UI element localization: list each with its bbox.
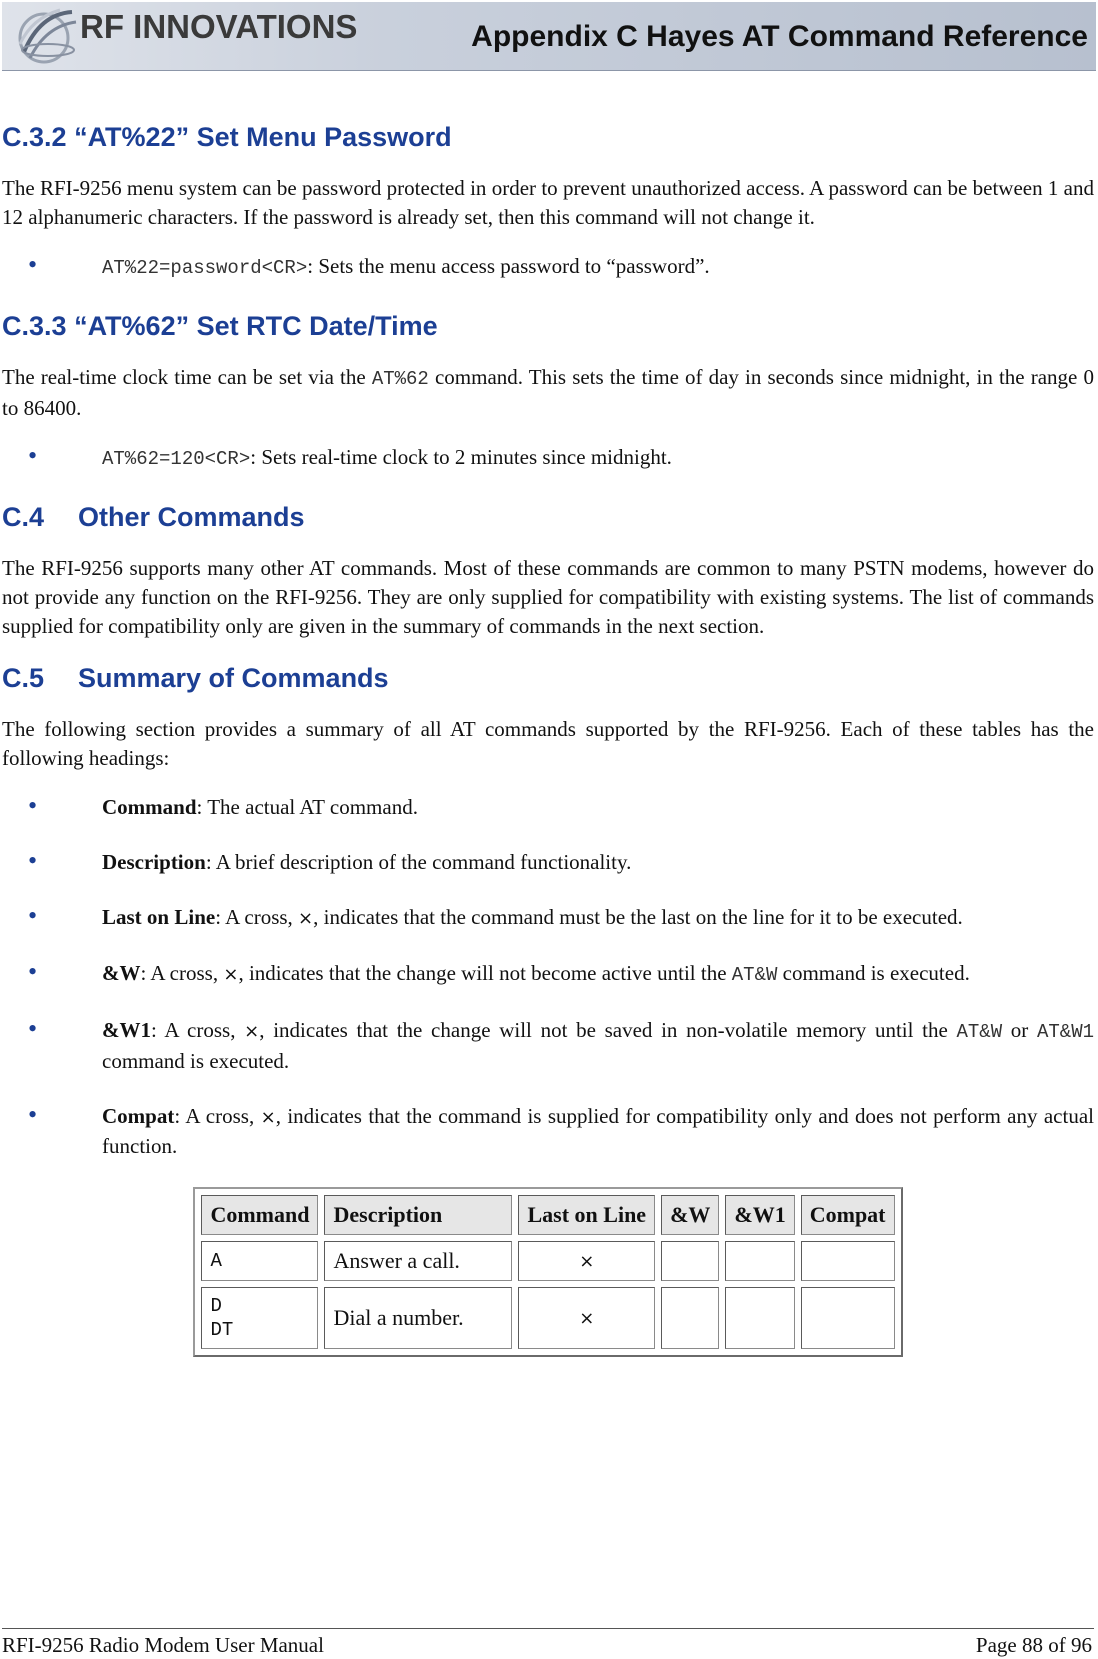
column-header: &W1 [725,1195,794,1235]
paragraph: The RFI-9256 menu system can be password protected in order to prevent unauthorized access. A password can be between 1 and 12 alphanumeric characters. If the password is already set, then this command will not change it. [2,176,1094,229]
column-header: &W [661,1195,719,1235]
bullet-icon: • [28,441,38,470]
bullet-icon: • [28,1014,38,1043]
description-cell: Dial a number. [324,1287,512,1349]
bullet-list [2,252,1094,283]
table-header-row [201,1195,894,1235]
cross-icon: × [244,1021,260,1042]
list-item: • AT%22=password<CR>: Sets the menu access password to “password”. [28,250,710,279]
column-header: Compat [801,1195,895,1235]
bullet-icon: • [28,791,38,820]
page-header [2,2,1096,71]
logo-text: RF INNOVATIONS [80,8,358,45]
list-item: • Last on Line: A cross, ×, indicates that the command must be the last on the line for it to be executed. [28,901,963,930]
paragraph: The RFI-9256 supports many other AT commands. Most of these commands are common to many PSTN modems, however do not provide any function on the RFI-9256. They are only supplied for compatibility with existing systems. The list of commands supplied for compatibility only are given in the summary of commands in the next section. [2,556,1094,638]
table-row [201,1287,894,1349]
table-row [201,1241,894,1281]
bullet-icon: • [28,957,38,986]
paragraph: The following section provides a summary of all AT commands supported by the RFI-9256. Each of these tables has the following headings: [2,717,1094,770]
bullet-icon: • [28,846,38,875]
list-item: • AT%62=120<CR>: Sets real-time clock to 2 minutes since midnight. [28,441,672,470]
list-item: • Description: A brief description of the command functionality. [28,846,632,875]
paragraph: The real-time clock time can be set via the AT%62 command. This sets the time of day in seconds since midnight, in the range 0 to 86400. [2,365,1094,420]
column-header: Description [324,1195,512,1235]
page-content [2,120,1094,1357]
column-header: Command [201,1195,318,1235]
list-item: • &W: A cross, ×, indicates that the change will not become active until the AT&W command is executed. [28,957,970,986]
section-heading-c-3-2: C.3.2 “AT%22” Set Menu Password [2,122,452,152]
cross-icon: × [518,1241,655,1281]
compat-cell [801,1287,895,1349]
compat-cell [801,1241,895,1281]
cross-icon: × [223,964,239,985]
list-item: • Command: The actual AT command. [28,791,418,820]
list-item: • &W1: A cross, ×, indicates that the change will not be saved in non-volatile memory until the AT&W or AT&W1 command is executed. [28,1014,1094,1073]
cross-icon: × [518,1287,655,1349]
w1-cell [725,1287,794,1349]
list-item: • Compat: A cross, ×, indicates that the command is supplied for compatibility only and does not perform any actual function. [28,1100,1094,1158]
footer-page-number: Page 88 of 96 [975,1633,1092,1657]
page-footer [2,1628,1094,1659]
footer-manual-title: RFI-9256 Radio Modem User Manual [2,1633,324,1657]
w-cell [661,1287,719,1349]
bullet-icon: • [28,901,38,930]
cross-icon: × [298,908,314,929]
section-heading-c-5: C.5 Summary of Commands [2,663,389,693]
header-title: Appendix C Hayes AT Command Reference [471,20,1088,53]
command-summary-table [193,1187,902,1357]
column-header: Last on Line [518,1195,655,1235]
cross-icon: × [260,1107,276,1128]
command-cell: A [201,1241,318,1281]
bullet-list [2,793,1094,1161]
bullet-list [2,443,1094,474]
description-cell: Answer a call. [324,1241,512,1281]
w1-cell [725,1241,794,1281]
section-heading-c-4: C.4 Other Commands [2,502,305,532]
bullet-icon: • [28,1100,38,1129]
w-cell [661,1241,719,1281]
command-cell: D DT [201,1287,318,1349]
bullet-icon: • [28,250,38,279]
section-heading-c-3-3: C.3.3 “AT%62” Set RTC Date/Time [2,311,438,341]
